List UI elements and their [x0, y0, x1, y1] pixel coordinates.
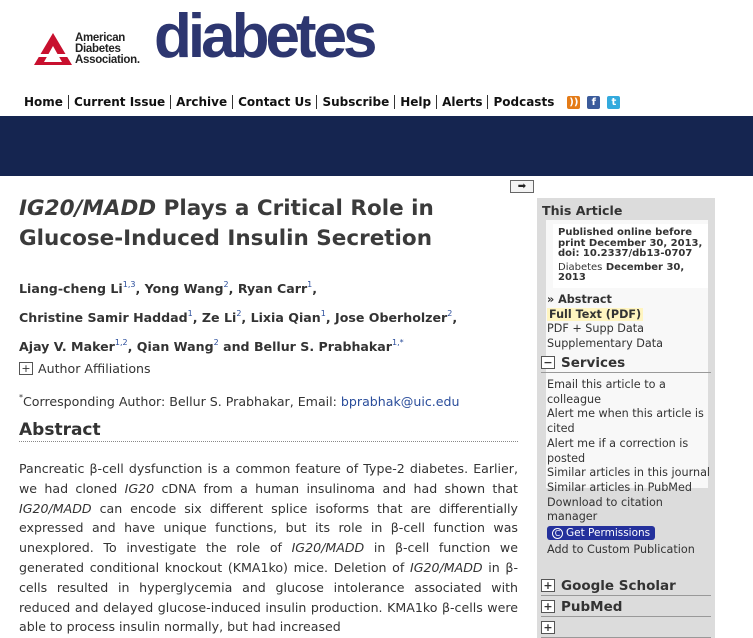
expand-icon[interactable]: + [541, 621, 555, 634]
nav-subscribe[interactable]: Subscribe [317, 95, 395, 109]
author-name[interactable]: Yong Wang [144, 281, 224, 296]
abstract-link[interactable]: » Abstract [547, 293, 612, 306]
nav-home[interactable]: Home [19, 95, 69, 109]
twitter-icon[interactable]: t [607, 96, 620, 109]
author-list: Liang-cheng Li$^{1,3}$, Yong Wang$^2$, Ryan Carr$^1$, Christine Samir Haddad$^1$, Ze Li$^2$, Lixia Qian$^1$, Jose Oberholzer$^2$, Ajay V. Maker$^{1,2}$, Qian Wang$^2$ and Bellur S. Prabhakar$^{1,*}$ [19, 280, 458, 354]
published-online: Published online before print December 30, 2013, doi: 10.2337/db13-0707 [558, 227, 703, 259]
author-name[interactable]: Qian Wang [136, 339, 214, 354]
facebook-icon[interactable]: f [587, 96, 600, 109]
nav-alerts[interactable]: Alerts [437, 95, 488, 109]
author-affiliation-ref[interactable]: 1 [187, 309, 193, 318]
author-name[interactable]: Liang-cheng Li [19, 281, 123, 296]
corresponding-email-link[interactable]: bprabhak@uic.edu [340, 394, 460, 409]
service-email-article[interactable]: Email this article to a colleague [547, 378, 666, 406]
nav-contact-us[interactable]: Contact Us [233, 95, 317, 109]
nav-help[interactable]: Help [395, 95, 437, 109]
nav-archive[interactable]: Archive [171, 95, 233, 109]
citation-info [558, 228, 706, 284]
title-text: Plays a Critical Role in Glucose-Induced Insulin Secretion [19, 196, 434, 251]
get-permissions-button[interactable]: C Get Permissions [547, 526, 655, 540]
service-download-citation[interactable]: Download to citation manager [547, 495, 663, 524]
author-affiliation-ref[interactable]: 2 [236, 309, 242, 318]
author-affiliation-ref[interactable]: 1,* [392, 338, 404, 347]
main-nav [19, 94, 620, 110]
header-band [0, 116, 753, 176]
corresponding-author: *Corresponding Author: Bellur S. Prabhakar, Email: bprabhak@uic.edu [19, 393, 460, 409]
author-name[interactable]: Ajay V. Maker [19, 339, 115, 354]
nav-podcasts[interactable]: Podcasts [493, 95, 555, 109]
expand-arrow-icon[interactable]: ➡ [510, 180, 534, 193]
author-affiliation-ref[interactable]: 1 [307, 280, 313, 289]
services-list [547, 378, 712, 558]
nav-current-issue[interactable]: Current Issue [69, 95, 171, 109]
ada-triangle-logo-icon[interactable] [33, 32, 73, 66]
google-scholar-section[interactable]: + Google Scholar [541, 578, 711, 596]
supplementary-data-link[interactable]: Supplementary Data [547, 336, 663, 350]
more-section[interactable] [541, 620, 711, 638]
service-alert-correction[interactable]: Alert me if a correction is posted [547, 436, 689, 465]
journal-name: Diabetes [558, 261, 603, 273]
expand-icon[interactable]: + [541, 579, 555, 592]
services-section[interactable]: − Services [541, 355, 711, 373]
service-custom-publication[interactable]: Add to Custom Publication [547, 543, 695, 557]
author-name[interactable]: Bellur S. Prabhakar [253, 339, 393, 354]
pdf-supp-link[interactable]: PDF + Supp Data [547, 322, 644, 335]
service-similar-journal[interactable]: Similar articles in this journal [547, 466, 711, 480]
author-affiliation-ref[interactable]: 2 [213, 338, 219, 347]
author-affiliation-ref[interactable]: 1 [320, 309, 326, 318]
author-affiliation-ref[interactable]: 2 [223, 280, 229, 289]
abstract-text: Pancreatic β-cell dysfunction is a common feature of Type-2 diabetes. Earlier, we had cloned IG20 cDNA from a human insulinoma and had shown that IG20/MADD can encode six different splice isoforms that are differentially expressed and have unique functions, but its role in β-cell function was unexplored. To investigate the role of IG20/MADD in β-cell function we generated conditional knockout (KMA1ko) mice. Deletion of IG20/MADD in β-cells resulted in hyperglycemia and glucose intolerance associated with reduced and delayed glucose-induced insulin production. KMA1ko β-cells were able to process insulin normally, but had increased [19, 461, 518, 635]
author-affiliation-ref[interactable]: 1,2 [114, 338, 128, 347]
this-article-heading: This Article [542, 203, 623, 218]
author-name[interactable]: Ze Li [201, 310, 237, 325]
service-alert-cited[interactable]: Alert me when this article is cited [547, 407, 704, 436]
author-affiliation-ref[interactable]: 1,3 [122, 280, 136, 289]
author-name[interactable]: Jose Oberholzer [335, 310, 448, 325]
service-similar-pubmed[interactable]: Similar articles in PubMed [547, 480, 692, 494]
expand-icon[interactable]: + [541, 600, 555, 613]
author-name[interactable]: Lixia Qian [250, 310, 321, 325]
full-text-pdf-link[interactable]: Full Text (PDF) [549, 307, 642, 321]
article-sidebar [537, 198, 715, 638]
affiliations-expand-icon[interactable]: + [19, 362, 33, 375]
author-name[interactable]: Christine Samir Haddad [19, 310, 188, 325]
author-name[interactable]: Ryan Carr [237, 281, 308, 296]
journal-logo[interactable]: diabetes [154, 2, 374, 71]
abstract-heading: Abstract [19, 420, 518, 442]
title-gene-name: IG20/MADD [19, 196, 157, 221]
author-affiliations-link[interactable]: Author Affiliations [38, 361, 151, 376]
article-title [19, 194, 519, 254]
journal-date: December 30, 2013 [558, 261, 685, 283]
article-links [547, 293, 707, 351]
rss-icon[interactable]: )) [569, 96, 579, 108]
copyright-icon: C [552, 528, 563, 539]
author-affiliation-ref[interactable]: 2 [447, 309, 453, 318]
pubmed-section[interactable]: + PubMed [541, 599, 711, 617]
ada-wordmark[interactable]: American Diabetes Association. [75, 32, 140, 66]
collapse-icon[interactable]: − [541, 356, 555, 369]
